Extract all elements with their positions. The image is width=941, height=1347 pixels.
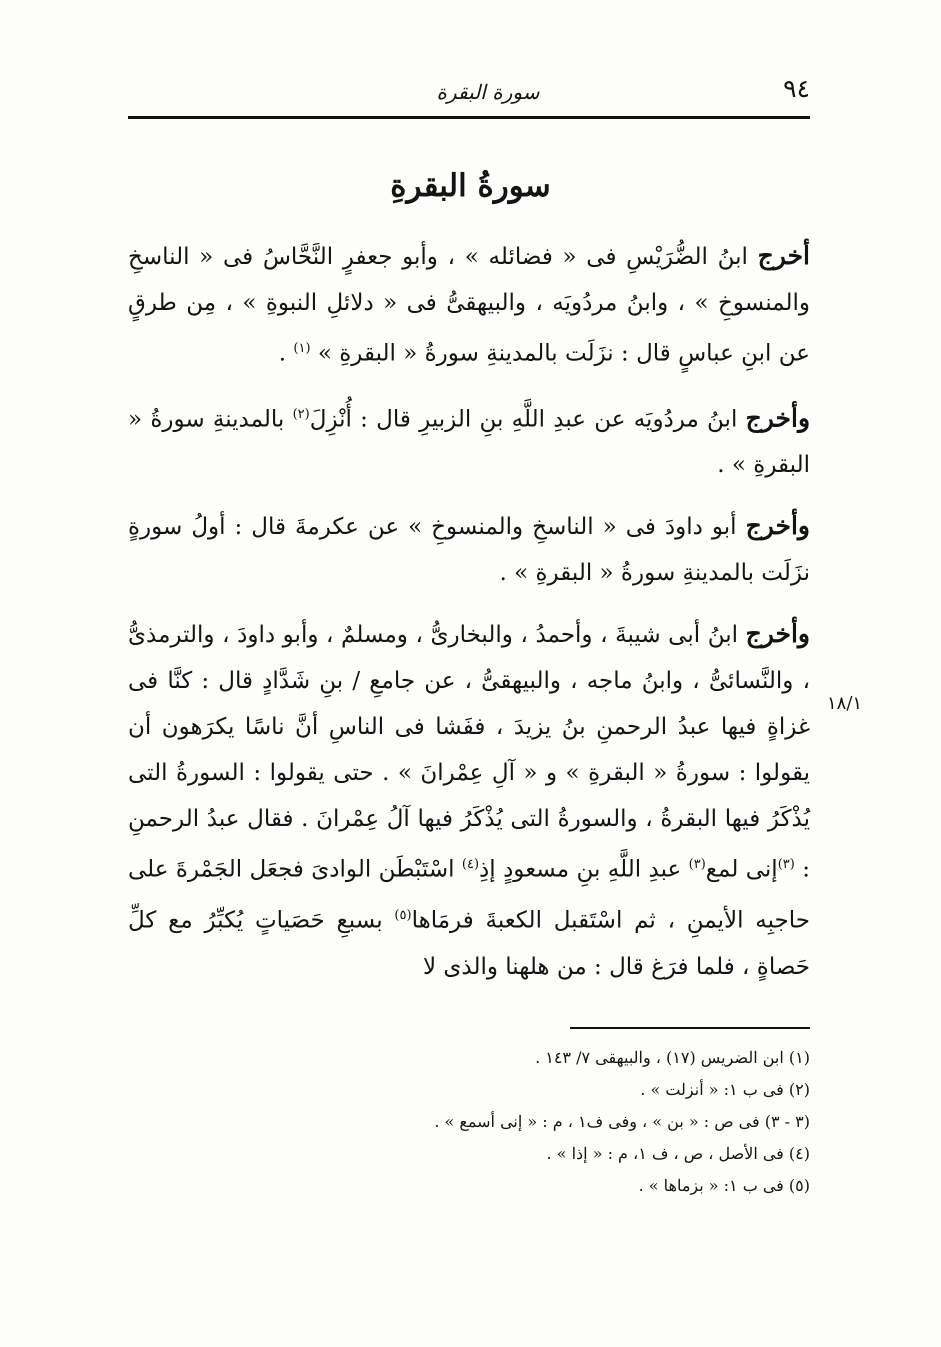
footnote-ref: (٣) bbox=[688, 857, 706, 873]
paragraph-keyword: أخرج bbox=[757, 241, 810, 270]
paragraph-keyword: وأخرج bbox=[745, 511, 810, 541]
paragraph-2 bbox=[128, 392, 810, 489]
footnote-ref: (٢) bbox=[292, 406, 310, 422]
paragraph-1 bbox=[128, 233, 810, 377]
chapter-title: سورةُ البقرةِ bbox=[390, 168, 551, 204]
header-rule bbox=[128, 116, 810, 119]
paragraph-text: اسْتَبْطَن الوادىَ فجعَل الجَمْرةَ على حاجبِه الأيمنِ ، ثم اسْتَقبل الكعبةَ فرمَاها bbox=[128, 856, 810, 934]
footnote-ref: (٤) bbox=[461, 857, 480, 873]
paragraph-text: ابنُ مردُويَه عن عبدِ اللَّهِ بنِ الزبيرِ قال : أُنْزِلَ bbox=[309, 406, 746, 433]
paragraph-keyword: وأخرج bbox=[745, 403, 811, 433]
page-header bbox=[128, 70, 810, 118]
footnote-ref: (٣) bbox=[777, 857, 795, 873]
footnote-4: (٤) فى الأصل ، ص ، ف ١، م : « إذا » . bbox=[546, 1144, 810, 1163]
footnote-ref: (١) bbox=[293, 341, 311, 356]
paragraph-text: بسبعِ حَصَياتٍ يُكبِّرُ مع كلِّ حَصاةٍ ، فلما فرَغ قال : من هلهنا والذى لا bbox=[128, 907, 810, 980]
paragraph-3 bbox=[128, 503, 810, 596]
paragraph-4 bbox=[128, 611, 810, 989]
body-text bbox=[128, 233, 810, 1005]
footnote-ref: (٥) bbox=[394, 907, 412, 923]
footnote-rule bbox=[570, 1027, 810, 1029]
paragraph-text: ابنُ الضُّرَيْسِ فى « فضائله » ، وأبو جعفرٍ النَّحَّاسُ فى « الناسخِ والمنسوخِ » ، وابنُ مردُويَه ، والبيهقىُّ فى « دلائلِ النبوةِ » ، مِن طرقٍ عن ابنِ عباسٍ قال : نزَلَت بالمدينةِ سورةُ « البقرةِ » bbox=[128, 244, 810, 367]
paragraph-text: عبدِ اللَّهِ بنِ مسعودٍ إذِ bbox=[479, 856, 689, 883]
paragraph-text: أبو داودَ فى « الناسخِ والمنسوخِ » عن عكرمةَ قال : أولُ سورةٍ نزَلَت بالمدينةِ سورةُ « البقرةِ » . bbox=[128, 514, 810, 587]
page-number: ٩٤ bbox=[783, 74, 810, 103]
paragraph-text: . bbox=[278, 340, 294, 367]
paragraph-keyword: وأخرج bbox=[745, 619, 810, 649]
footnote-2: (٢) فى ب ١: « أنزلت » . bbox=[640, 1080, 810, 1099]
paragraph-text: بالمدينةِ سورةُ « البقرةِ » . bbox=[128, 406, 810, 479]
footnotes bbox=[128, 1042, 810, 1202]
footnote-5: (٥) فى ب ١: « بزماها » . bbox=[638, 1176, 810, 1195]
running-title: سورة البقرة bbox=[436, 80, 540, 104]
paragraph-text: ابنُ أبى شيبةَ ، وأحمدُ ، والبخارىُّ ، ومسلمٌ ، وأبو داودَ ، والترمذىُّ ، والنَّسائىُّ ، وابنُ ماجه ، والبيهقىُّ ، عن جامعِ / بنِ شَدَّادٍ قال : كنَّا فى غزاةٍ فيها عبدُ الرحمنِ بنُ يزيدَ ، ففَشا فى الناسِ أنَّ ناسًا يكرَهون أن يقولوا : سورةُ « البقرةِ » و « آلِ عِمْرانَ » . حتى يقولوا : السورةُ التى يُذْكَرُ فيها البقرةُ ، والسورةُ التى يُذْكَرُ فيها آلُ عِمْرانَ . فقال عبدُ الرحمنِ : bbox=[128, 622, 810, 883]
footnote-3: (٣ - ٣) فى ص : « بن » ، وفى ف١ ، م : « إنى أسمع » . bbox=[434, 1112, 810, 1131]
paragraph-text: إنى لمع bbox=[705, 856, 778, 883]
margin-reference: ١٨/١ bbox=[827, 693, 863, 714]
footnote-1: (١) ابن الضريس (١٧) ، والبيهقى ٧/ ١٤٣ . bbox=[535, 1048, 810, 1067]
